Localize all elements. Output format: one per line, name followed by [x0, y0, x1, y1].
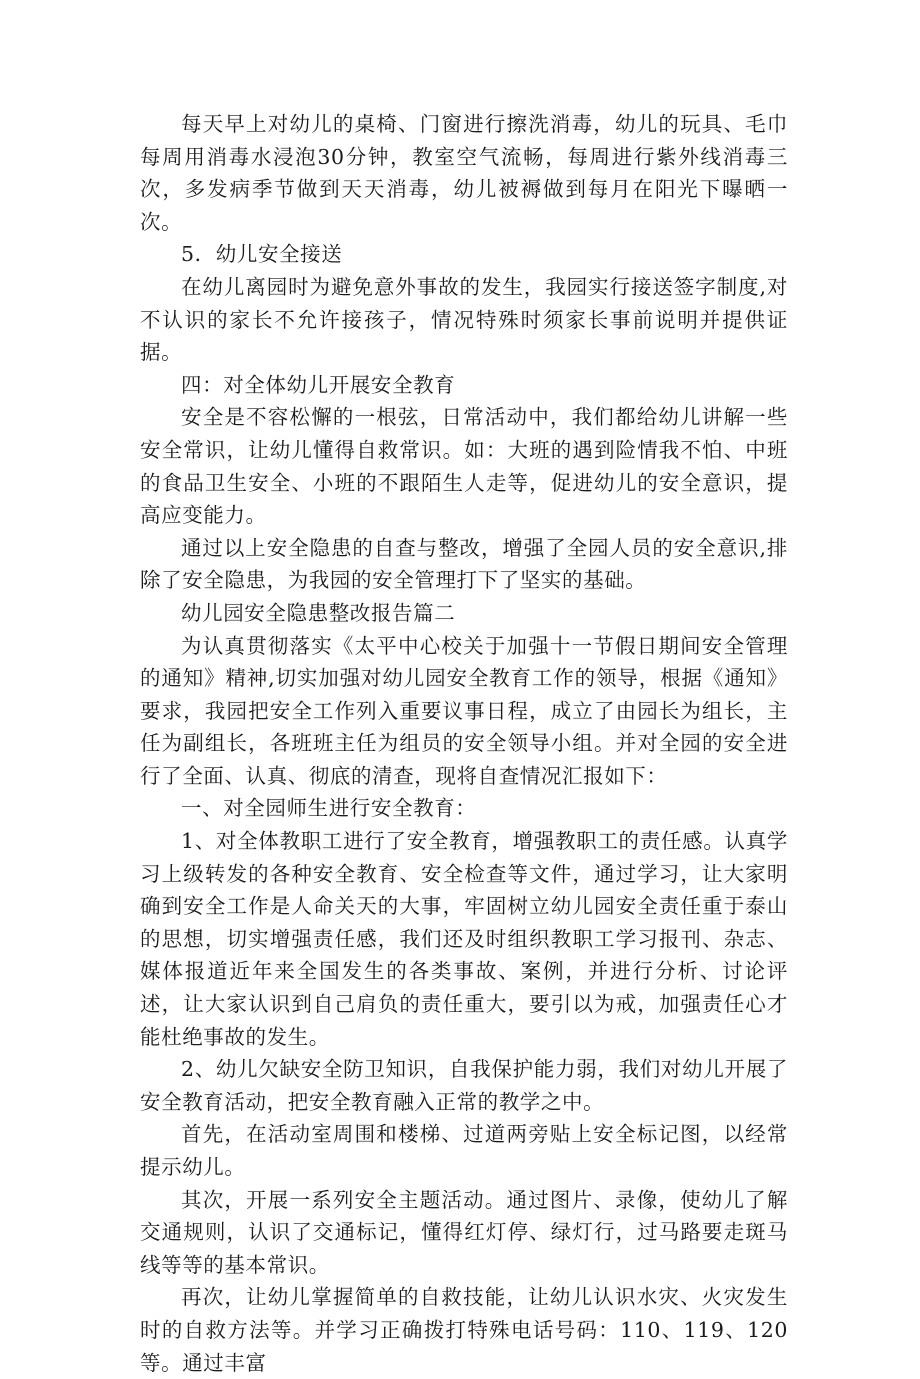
- paragraph-staff-education: 1、对全体教职工进行了安全教育，增强教职工的责任感。认真学习上级转发的各种安全教育、安全检查等文件，通过学习，让大家明确到安全工作是人命关天的大事，牢固树立幼儿园安全责任重于泰山的思想，切实增强责任感，我们还及时组织教职工学习报刊、杂志、媒体报道近年来全国发生的各类事故、案例，并进行分析、讨论评述，让大家认识到自己肩负的责任重大，要引以为戒，加强责任心才能杜绝事故的发生。: [140, 829, 788, 1049]
- document-body: [140, 108, 788, 1379]
- paragraph-conclusion: 通过以上安全隐患的自查与整改，增强了全园人员的安全意识,排除了安全隐患，为我园的安全管理打下了坚实的基础。: [140, 535, 788, 593]
- paragraph-introduction: 为认真贯彻落实《太平中心校关于加强十一节假日期间安全管理的通知》精神,切实加强对幼儿园安全教育工作的领导，根据《通知》要求，我园把安全工作列入重要议事日程，成立了由园长为组长，主任为副组长，各班班主任为组员的安全领导小组。并对全园的安全进行了全面、认真、彻底的清查，现将自查情况汇报如下：: [140, 633, 788, 788]
- paragraph-second: 其次，开展一系列安全主题活动。通过图片、录像，使幼儿了解交通规则，认识了交通标记，懂得红灯停、绿灯行，过马路要走斑马线等等的基本常识。: [140, 1187, 788, 1277]
- section-heading-safety-education: 四：对全体幼儿开展安全教育: [181, 372, 456, 397]
- section-heading-teacher-student-education: 一、对全园师生进行安全教育：: [181, 796, 477, 821]
- paragraph-first: 首先，在活动室周围和楼梯、过道两旁贴上安全标记图，以经常提示幼儿。: [140, 1122, 788, 1179]
- section-heading-pickup: 5．幼儿安全接送: [181, 242, 343, 267]
- paragraph-pickup: 在幼儿离园时为避免意外事故的发生，我园实行接送签字制度,对不认识的家长不允许接孩子，情况特殊时须家长事前说明并提供证据。: [140, 274, 788, 365]
- paragraph-child-education: 2、幼儿欠缺安全防卫知识，自我保护能力弱，我们对幼儿开展了安全教育活动，把安全教育融入正常的教学之中。: [140, 1057, 788, 1114]
- paragraph-safety-awareness: 安全是不容松懈的一根弦，日常活动中，我们都给幼儿讲解一些安全常识，让幼儿懂得自救常识。如：大班的遇到险情我不怕、中班的食品卫生安全、小班的不跟陌生人走等，促进幼儿的安全意识，提高应变能力。: [140, 405, 788, 528]
- paragraph-third: 再次，让幼儿掌握简单的自救技能，让幼儿认识水灾、火灾发生时的自救方法等。并学习正确拨打特殊电话号码：110、119、120等。通过丰富: [140, 1285, 788, 1375]
- paragraph-disinfection: 每天早上对幼儿的桌椅、门窗进行擦洗消毒，幼儿的玩具、毛巾每周用消毒水浸泡30分钟，教室空气流畅，每周进行紫外线消毒三次，多发病季节做到天天消毒，幼儿被褥做到每月在阳光下曝晒一次。: [140, 112, 788, 234]
- report-title-part-two: 幼儿园安全隐患整改报告篇二: [181, 600, 456, 625]
